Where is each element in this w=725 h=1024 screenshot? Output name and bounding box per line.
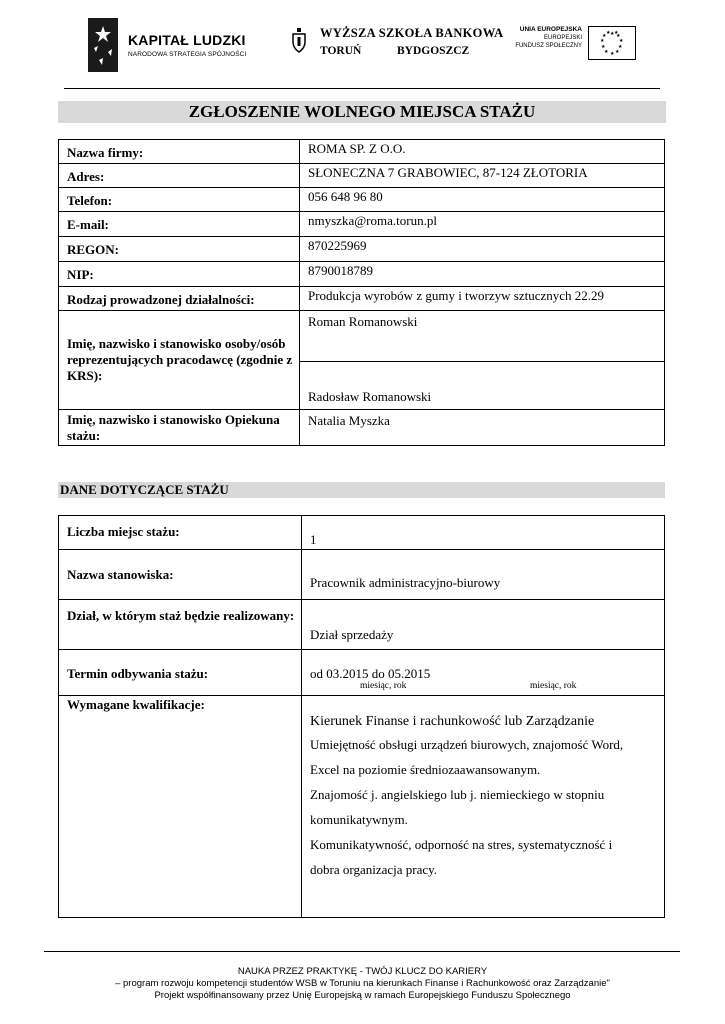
company-name-label: Nazwa firmy: bbox=[59, 140, 300, 164]
places-label: Liczba miejsc stażu: bbox=[59, 516, 302, 550]
tutor-label: Imię, nazwisko i stanowisko Opiekuna stażu: bbox=[59, 410, 300, 446]
table-row bbox=[59, 650, 665, 696]
svg-text:★: ★ bbox=[601, 44, 606, 50]
department-label: Dział, w którym staż będzie realizowany: bbox=[59, 600, 302, 650]
table-row bbox=[59, 164, 665, 188]
term-label: Termin odbywania stażu: bbox=[59, 650, 302, 696]
eu-flag-icon bbox=[588, 26, 636, 60]
activity-value: Produkcja wyrobów z gumy i tworzyw sztucznych 22.29 bbox=[300, 287, 665, 311]
kapital-ludzki-logo bbox=[88, 18, 248, 72]
wsb-crest-icon bbox=[290, 28, 308, 54]
representative-2: Radosław Romanowski bbox=[300, 362, 665, 410]
representative-1: Roman Romanowski bbox=[300, 311, 665, 362]
svg-text:★: ★ bbox=[604, 49, 609, 55]
qualification-line: komunikatywnym. bbox=[310, 812, 408, 827]
table-row bbox=[59, 600, 665, 650]
qualification-line: Znajomość j. angielskiego lub j. niemieckiego w stopniu bbox=[310, 787, 605, 802]
company-table bbox=[58, 139, 665, 446]
eu-text bbox=[512, 26, 582, 50]
nip-label: NIP: bbox=[59, 262, 300, 287]
address-label: Adres: bbox=[59, 164, 300, 188]
qualification-line: dobra organizacja pracy. bbox=[310, 862, 438, 877]
svg-text:★: ★ bbox=[606, 30, 611, 36]
svg-text:★: ★ bbox=[602, 33, 607, 39]
wsb-city-bydgoszcz: BYDGOSZCZ bbox=[397, 45, 470, 57]
svg-text:★: ★ bbox=[615, 49, 620, 55]
qualification-line: Umiejętność obsługi urządzeń biurowych, znajomość Word, bbox=[310, 737, 624, 752]
eu-line2: EUROPEJSKI bbox=[543, 35, 582, 41]
svg-text:★: ★ bbox=[600, 38, 605, 44]
qualifications-heading: Kierunek Finanse i rachunkowość lub Zarządzanie bbox=[310, 714, 595, 729]
email-label: E-mail: bbox=[59, 212, 300, 237]
table-row bbox=[59, 262, 665, 287]
phone-value: 056 648 96 80 bbox=[300, 188, 665, 212]
regon-value: 870225969 bbox=[300, 237, 665, 262]
footer-line-2: – program rozwoju kompetencji studentów WSB w Toruniu na kierunkach Finanse i Rachunkowość oraz Zarządzanie" bbox=[115, 978, 610, 989]
table-row bbox=[59, 212, 665, 237]
nip-value: 8790018789 bbox=[300, 262, 665, 287]
eu-logo bbox=[512, 26, 638, 66]
footer-line-1: NAUKA PRZEZ PRAKTYKĘ - TWÓJ KLUCZ DO KARIERY bbox=[237, 966, 488, 977]
kapital-ludzki-title: KAPITAŁ LUDZKI bbox=[128, 32, 246, 48]
eu-line1: UNIA EUROPEJSKA bbox=[519, 26, 582, 33]
department-value: Dział sprzedaży bbox=[302, 600, 665, 650]
places-value: 1 bbox=[302, 516, 665, 550]
footer-line-3: Projekt współfinansowany przez Unię Europejską w ramach Europejskiego Funduszu Społecznego bbox=[154, 990, 571, 1001]
document-title: ZGŁOSZENIE WOLNEGO MIEJSCA STAŻU bbox=[188, 102, 536, 121]
email-value: nmyszka@roma.torun.pl bbox=[300, 212, 665, 237]
table-row bbox=[59, 410, 665, 446]
table-row bbox=[59, 311, 665, 362]
company-name-value: ROMA SP. Z O.O. bbox=[300, 140, 665, 164]
phone-label: Telefon: bbox=[59, 188, 300, 212]
table-row bbox=[59, 696, 665, 918]
wsb-logo bbox=[290, 26, 504, 66]
wsb-title: WYŻSZA SZKOŁA BANKOWA bbox=[320, 26, 504, 40]
qualifications-label: Wymagane kwalifikacje: bbox=[59, 696, 302, 918]
table-row bbox=[59, 140, 665, 164]
tutor-value: Natalia Myszka bbox=[300, 410, 665, 446]
table-row bbox=[59, 287, 665, 311]
kapital-ludzki-icon bbox=[88, 18, 118, 72]
term-cell bbox=[302, 650, 665, 696]
qualification-line: Komunikatywność, odporność na stres, systematyczność i bbox=[310, 837, 613, 852]
wsb-city-torun: TORUŃ bbox=[320, 45, 362, 57]
representatives-label: Imię, nazwisko i stanowisko osoby/osób reprezentujących pracodawcę (zgodnie z KRS): bbox=[59, 311, 300, 410]
table-row bbox=[59, 550, 665, 600]
svg-text:★: ★ bbox=[618, 44, 623, 50]
position-value: Pracownik administracyjno-biurowy bbox=[302, 550, 665, 600]
svg-text:★: ★ bbox=[616, 33, 621, 39]
svg-text:★: ★ bbox=[614, 30, 619, 36]
kapital-ludzki-subtitle: NARODOWA STRATEGIA SPÓJNOŚCI bbox=[128, 51, 247, 58]
svg-text:★: ★ bbox=[610, 31, 615, 37]
table-row bbox=[59, 188, 665, 212]
internship-table bbox=[58, 515, 665, 918]
svg-text:★: ★ bbox=[610, 51, 615, 57]
position-label: Nazwa stanowiska: bbox=[59, 550, 302, 600]
table-row bbox=[59, 237, 665, 262]
address-value: SŁONECZNA 7 GRABOWIEC, 87-124 ZŁOTORIA bbox=[300, 164, 665, 188]
term-value: od 03.2015 do 05.2015 bbox=[310, 666, 431, 681]
svg-text:★: ★ bbox=[619, 38, 624, 44]
regon-label: REGON: bbox=[59, 237, 300, 262]
activity-label: Rodzaj prowadzonej działalności: bbox=[59, 287, 300, 311]
term-hint-end: miesiąc, rok bbox=[530, 681, 577, 691]
qualifications-cell bbox=[302, 696, 665, 918]
table-row bbox=[59, 516, 665, 550]
header-divider bbox=[64, 88, 660, 89]
term-hint-start: miesiąc, rok bbox=[360, 681, 407, 691]
eu-line3: FUNDUSZ SPOŁECZNY bbox=[515, 43, 582, 49]
footer-divider bbox=[44, 951, 680, 952]
section-title: DANE DOTYCZĄCE STAŻU bbox=[60, 482, 229, 497]
qualification-line: Excel na poziomie średniozaawansowanym. bbox=[310, 762, 541, 777]
